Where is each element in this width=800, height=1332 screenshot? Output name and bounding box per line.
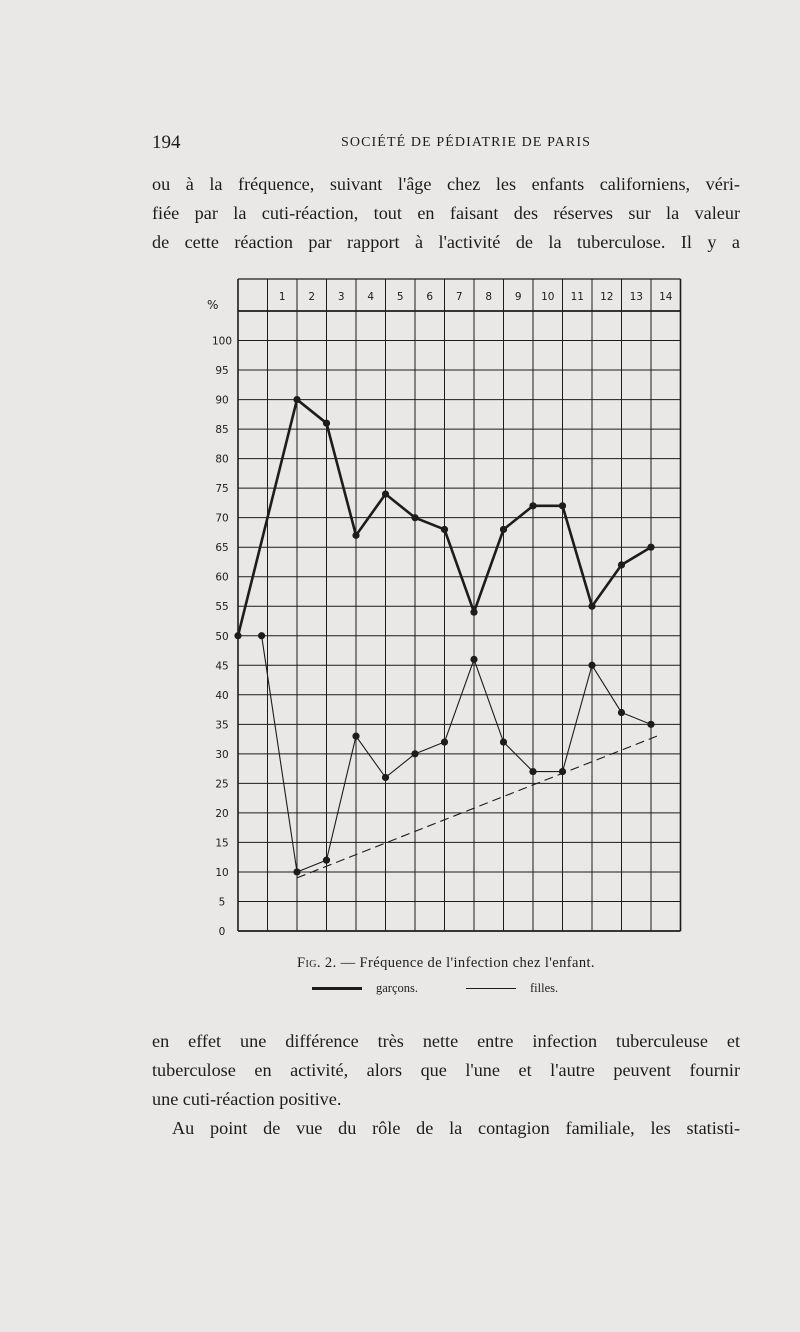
text-line: tuberculose en activité, alors que l'une et l'autre peuvent fournir (152, 1060, 740, 1080)
x-tick-label: 14 (659, 291, 673, 303)
y-tick-label: 45 (215, 660, 229, 673)
text-line: fiée par la cuti-réaction, tout en faisant des réserves sur la valeur (152, 203, 740, 223)
data-point-garcons (588, 603, 595, 610)
y-tick-label: 100 (211, 335, 233, 348)
y-tick-label: 5 (218, 896, 226, 909)
y-tick-label: 50 (215, 630, 229, 643)
x-tick-label: 1 (278, 291, 286, 303)
data-point-garcons (323, 420, 330, 427)
y-tick-label: 30 (215, 748, 229, 761)
data-point-garcons (559, 502, 566, 509)
chart-legend (312, 981, 612, 999)
x-tick-label: 5 (396, 291, 404, 303)
y-tick-label: 55 (215, 601, 229, 614)
page-header (152, 132, 740, 156)
legend-label-garcons: garçons. (376, 981, 418, 995)
text-line: ou à la fréquence, suivant l'âge chez les enfants californiens, véri- (152, 174, 740, 194)
data-point-filles (323, 857, 330, 864)
x-tick-label: 7 (455, 291, 463, 303)
y-tick-label: 25 (215, 778, 229, 791)
y-tick-label: 85 (215, 424, 229, 437)
x-tick-label: 13 (629, 291, 643, 303)
x-tick-label: 6 (426, 291, 434, 303)
y-tick-label: 60 (215, 571, 229, 584)
data-point-garcons (500, 526, 507, 533)
data-point-filles (618, 709, 625, 716)
text-line: de cette réaction par rapport à l'activité de la tuberculose. Il y a (152, 232, 740, 252)
x-tick-label: 10 (541, 291, 555, 303)
data-point-filles (293, 868, 300, 875)
y-tick-label: 70 (215, 512, 229, 525)
figure-label: Fig. 2. (297, 955, 337, 971)
data-point-garcons (647, 544, 654, 551)
y-axis-unit-label: % (207, 298, 219, 312)
x-tick-label: 11 (570, 291, 584, 303)
caption-text: — Fréquence de l'infection chez l'enfant. (336, 955, 595, 971)
x-tick-label: 9 (514, 291, 522, 303)
y-tick-label: 90 (215, 394, 229, 407)
data-point-filles (258, 632, 265, 639)
page-number: 194 (152, 132, 181, 153)
data-point-garcons (470, 609, 477, 616)
data-point-filles (470, 656, 477, 663)
y-tick-label: 10 (215, 866, 229, 879)
data-point-garcons (529, 502, 536, 509)
data-point-garcons (411, 514, 418, 521)
data-point-filles (529, 768, 536, 775)
y-tick-label: 15 (215, 837, 229, 850)
figure-caption (152, 955, 740, 972)
running-head: SOCIÉTÉ DE PÉDIATRIE DE PARIS (341, 135, 591, 150)
data-point-filles (411, 750, 418, 757)
text-line: une cuti-réaction positive. (152, 1089, 342, 1109)
data-point-garcons (293, 396, 300, 403)
x-tick-label: 3 (337, 291, 345, 303)
y-tick-label: 0 (218, 926, 226, 938)
x-tick-label: 2 (308, 291, 316, 303)
infection-chart (195, 275, 690, 940)
paragraph-bottom (152, 1027, 740, 1143)
y-tick-label: 95 (215, 365, 229, 378)
text-line: Au point de vue du rôle de la contagion familiale, les statisti- (172, 1118, 740, 1138)
data-point-garcons (234, 632, 241, 639)
y-tick-label: 35 (215, 719, 229, 732)
x-tick-label: 12 (600, 291, 614, 303)
y-tick-label: 80 (215, 453, 229, 466)
legend-item-garcons (312, 981, 418, 996)
legend-label-filles: filles. (530, 981, 559, 995)
data-point-filles (382, 774, 389, 781)
text-line: en effet une différence très nette entre infection tuberculeuse et (152, 1031, 740, 1051)
data-point-filles (500, 738, 507, 745)
data-point-garcons (352, 532, 359, 539)
x-tick-label: 8 (485, 291, 493, 303)
legend-swatch-thin (466, 988, 516, 989)
data-point-filles (588, 662, 595, 669)
y-tick-label: 20 (215, 807, 229, 820)
y-tick-label: 40 (215, 689, 229, 702)
data-point-filles (441, 738, 448, 745)
data-point-filles (352, 733, 359, 740)
data-point-garcons (618, 561, 625, 568)
data-point-garcons (382, 490, 389, 497)
legend-swatch-thick (312, 987, 362, 990)
x-tick-label: 4 (367, 291, 375, 303)
paragraph-top (152, 170, 740, 257)
legend-item-filles (466, 981, 558, 996)
data-point-filles (647, 721, 654, 728)
y-tick-label: 75 (215, 483, 229, 496)
y-tick-label: 65 (215, 542, 229, 555)
data-point-garcons (441, 526, 448, 533)
